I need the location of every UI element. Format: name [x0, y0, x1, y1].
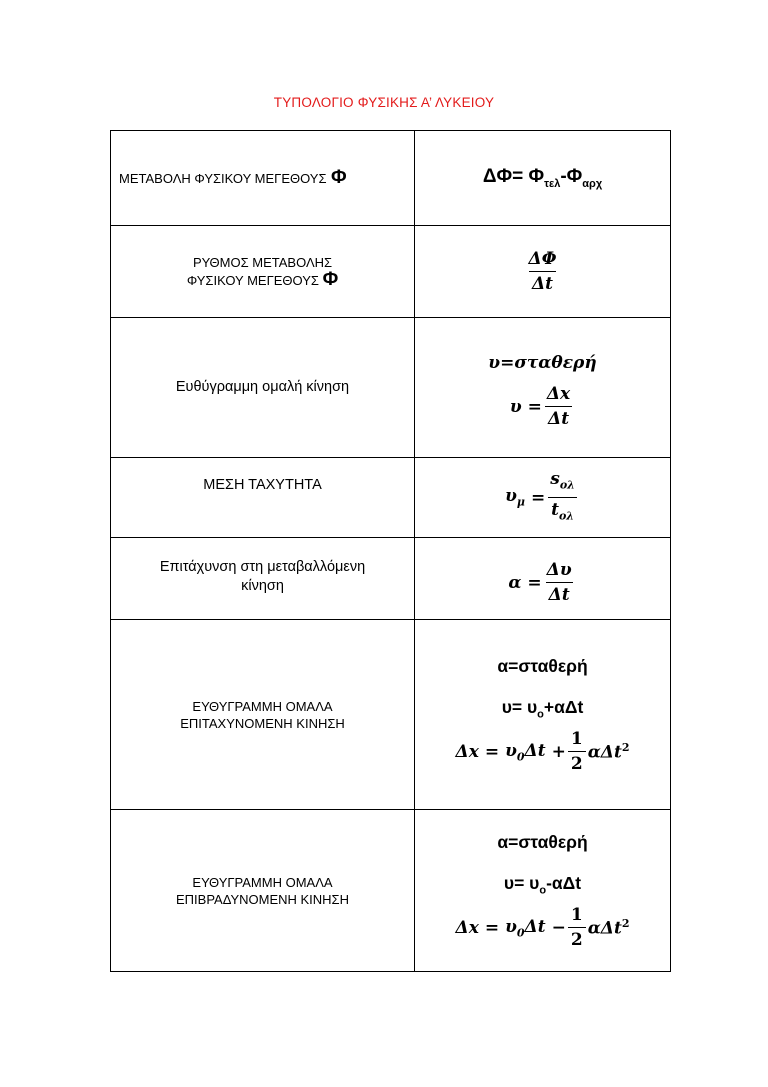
- phi-symbol: Φ: [322, 269, 339, 290]
- formula-lhs: ΔΦ=: [482, 166, 524, 188]
- table-row: [111, 131, 671, 226]
- row-label-cell: [111, 538, 415, 620]
- formula-lhs: Δx: [455, 917, 479, 938]
- formula-phi: Φ: [528, 166, 545, 188]
- formula-dt: Δt: [524, 916, 546, 937]
- row-label: Ευθύγραμμη ομαλή κίνηση: [175, 379, 350, 395]
- formula-sub-final: τελ: [544, 177, 561, 190]
- fraction-numerator: s: [550, 468, 560, 489]
- fraction-denominator: Δt: [546, 582, 573, 604]
- formula-line: [415, 561, 670, 604]
- formula-line3: [415, 906, 670, 949]
- row-formula-cell: [415, 226, 671, 318]
- fraction: [526, 250, 560, 293]
- formula-tail-sup: 2: [621, 916, 630, 930]
- formula-line: [415, 470, 670, 526]
- formula-v: υ: [505, 916, 517, 937]
- formula-minus: -: [560, 166, 567, 188]
- formula-dt: Δt: [524, 740, 546, 761]
- fraction-numerator: Δx: [546, 384, 571, 404]
- row-label-cell: [111, 458, 415, 538]
- table-row: [111, 226, 671, 318]
- fraction: [568, 906, 586, 949]
- row-label-cell: [111, 318, 415, 458]
- row-formula-cell: [415, 538, 671, 620]
- formula-line2-rest: +αΔt: [543, 696, 584, 717]
- row-label: ΜΕΤΑΒΟΛΗ ΦΥΣΙΚΟΥ ΜΕΓΕΘΟΥΣ: [119, 171, 327, 186]
- row-label-line1: ΡΥΘΜΟΣ ΜΕΤΑΒΟΛΗΣ: [192, 255, 333, 270]
- table-row: [111, 620, 671, 810]
- fraction: [568, 730, 586, 773]
- formula-op: −: [551, 917, 566, 938]
- row-formula-cell: [415, 458, 671, 538]
- row-formula-cell: [415, 620, 671, 810]
- fraction-denominator: Δt: [529, 271, 556, 293]
- row-formula-cell: [415, 318, 671, 458]
- formula-line2-lhs: υ= υ: [501, 696, 538, 717]
- formula-lhs: Δx: [455, 741, 479, 762]
- formula-eq: =: [527, 396, 542, 417]
- fraction-denominator: 2: [568, 751, 586, 773]
- formula-lhs: α: [508, 572, 522, 593]
- row-label-line2: κίνηση: [241, 578, 284, 594]
- table-row: [111, 318, 671, 458]
- row-label-line2: ΦΥΣΙΚΟΥ ΜΕΓΕΘΟΥΣ: [186, 273, 319, 288]
- row-label-cell: [111, 620, 415, 810]
- row-label-line1: ΕΥΘΥΓΡΑΜΜΗ ΟΜΑΛΑ: [192, 874, 333, 890]
- formula-line2: [415, 697, 670, 721]
- formula-v-sub: 0: [516, 925, 525, 939]
- formula-eq: =: [527, 572, 542, 593]
- table-row: [111, 538, 671, 620]
- fraction-denominator-sub: ολ: [558, 509, 575, 523]
- formula-lhs: υ: [505, 486, 517, 507]
- formula-line2-rest: -αΔt: [546, 872, 582, 893]
- formula-line3: [415, 730, 670, 773]
- formula-line2-sub: ο: [537, 708, 544, 721]
- fraction-numerator: ΔΦ: [528, 249, 557, 269]
- formula-table: [110, 130, 671, 972]
- fraction-denominator: 2: [568, 927, 586, 949]
- fraction-numerator: 1: [570, 729, 583, 750]
- row-label-cell: [111, 810, 415, 972]
- fraction-numerator: 1: [570, 905, 583, 926]
- fraction: [547, 470, 578, 526]
- phi-symbol: Φ: [330, 167, 347, 188]
- row-label: ΜΕΣΗ ΤΑΧΥΤΗΤΑ: [203, 477, 322, 493]
- formula-eq: =: [530, 487, 546, 508]
- fraction-denominator: t: [551, 500, 559, 520]
- row-formula-cell: [415, 810, 671, 972]
- formula-eq: =: [484, 917, 500, 938]
- row-label-cell: [111, 226, 415, 318]
- formula-sub-initial: αρχ: [582, 177, 603, 190]
- formula-eq: =: [484, 741, 500, 762]
- formula-line2-lhs: υ= υ: [503, 872, 540, 893]
- formula-tail: αΔt: [587, 742, 622, 763]
- formula-op: +: [551, 741, 566, 762]
- formula-line1: υ=σταθερή: [488, 353, 597, 373]
- formula-line2: [415, 385, 670, 428]
- formula-v-sub: 0: [516, 749, 525, 763]
- row-label-line2: ΕΠΙΒΡΑΔΥΝΟΜΕΝΗ ΚΙΝΗΣΗ: [176, 891, 349, 907]
- fraction-denominator: Δt: [545, 406, 572, 428]
- formula-v: υ: [505, 740, 517, 761]
- formula-line2: [415, 873, 670, 897]
- table-row: [111, 810, 671, 972]
- row-label-line1: ΕΥΘΥΓΡΑΜΜΗ ΟΜΑΛΑ: [192, 698, 333, 714]
- fraction: [544, 561, 575, 604]
- table-row: [111, 458, 671, 538]
- formula-line1: α=σταθερή: [497, 831, 588, 852]
- formula-line2-sub: ο: [539, 884, 547, 897]
- formula-phi-2: Φ: [566, 166, 583, 188]
- formula-lhs-sub: μ: [516, 495, 525, 509]
- fraction-numerator-sub: ολ: [559, 478, 575, 491]
- page-title: ΤΥΠΟΛΟΓΙΟ ΦΥΣΙΚΗΣ Α’ ΛΥΚΕΙΟΥ: [273, 95, 495, 110]
- row-label-line1: Επιτάχυνση στη μεταβαλλόμενη: [159, 559, 366, 575]
- formula-tail-sup: 2: [621, 740, 630, 754]
- row-label-line2: ΕΠΙΤΑΧΥΝΟΜΕΝΗ ΚΙΝΗΣΗ: [180, 715, 345, 731]
- fraction-numerator: Δυ: [546, 560, 572, 580]
- formula-lhs: υ: [509, 396, 522, 417]
- formula-tail: αΔt: [587, 918, 622, 939]
- formula-line1: α=σταθερή: [497, 655, 588, 676]
- row-formula-cell: [415, 131, 671, 226]
- fraction: [544, 385, 573, 428]
- row-label-cell: [111, 131, 415, 226]
